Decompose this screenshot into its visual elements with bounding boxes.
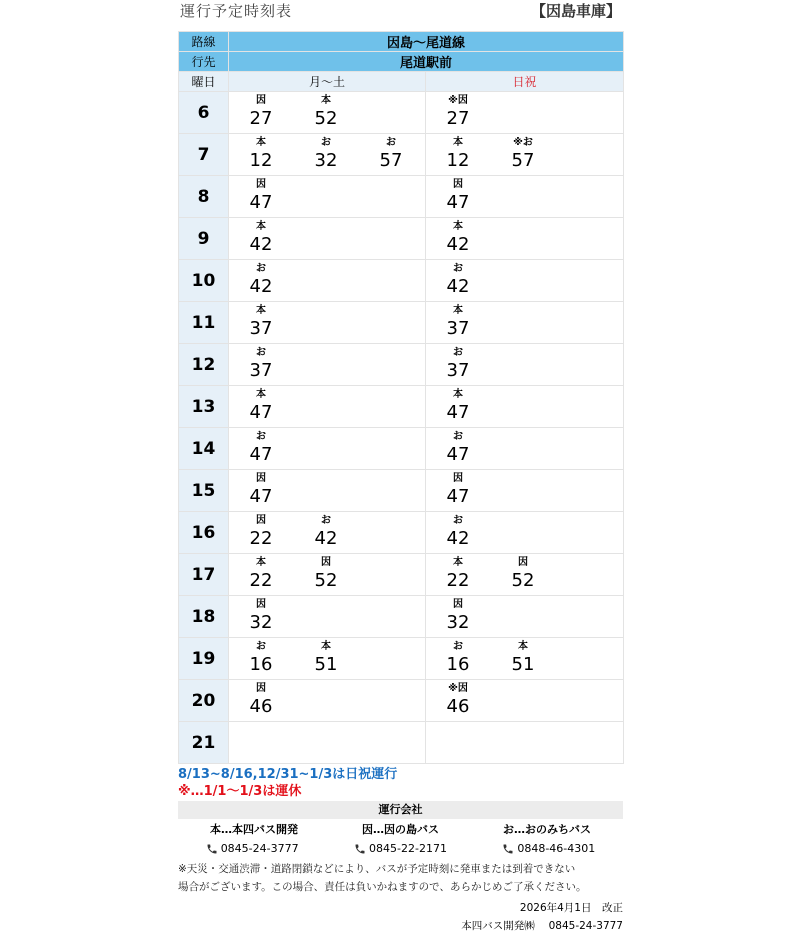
weekday-departures-cell (229, 680, 426, 722)
departure (241, 472, 281, 509)
destination-name: 尾道駅前 (229, 52, 624, 72)
operator-mark: 本 (518, 641, 528, 652)
holiday-departures-cell (426, 638, 624, 680)
operator-mark: 本 (256, 557, 266, 568)
operator-mark: お (321, 137, 331, 148)
departure-minute: 32 (314, 150, 338, 171)
departure-minute: 42 (249, 234, 273, 255)
departure (438, 682, 478, 719)
weekday-departures-cell (229, 722, 426, 764)
departure (241, 304, 281, 341)
departure-minute: 42 (314, 528, 338, 549)
weekday-departures-cell (229, 512, 426, 554)
departure-minute: 47 (446, 402, 470, 423)
hour-cell: 14 (179, 428, 229, 470)
departure (241, 598, 281, 635)
holiday-departures-cell (426, 680, 624, 722)
operator-mark: 本 (453, 137, 463, 148)
departure (503, 640, 543, 677)
hour-cell: 18 (179, 596, 229, 638)
operator-mark: お (256, 347, 266, 358)
departure-minute: 51 (511, 654, 535, 675)
hour-row (179, 470, 624, 512)
service-notes (178, 766, 623, 800)
hour-cell: 8 (179, 176, 229, 218)
departure-minute: 37 (446, 318, 470, 339)
departure (306, 136, 346, 173)
holiday-departures-cell (426, 428, 624, 470)
disclaimer-line: 場合がございます。この場合、責任は負いかねますので、あらかじめご了承ください。 (178, 881, 587, 893)
operator-mark: お (453, 263, 463, 274)
holiday-departures-cell (426, 554, 624, 596)
holiday-departures-cell (426, 344, 624, 386)
hour-cell: 16 (179, 512, 229, 554)
operator-phone[interactable] (502, 840, 595, 858)
departure-minute: 12 (249, 150, 273, 171)
weekday-departures-cell (229, 344, 426, 386)
departure (438, 514, 478, 551)
departure-minute: 57 (379, 150, 403, 171)
hour-row (179, 512, 624, 554)
departure-minute: 47 (249, 486, 273, 507)
operator-mark: お (453, 431, 463, 442)
depot-name: 【因島車庫】 (530, 2, 621, 20)
hour-row (179, 260, 624, 302)
departure-minute: 51 (314, 654, 338, 675)
weekday-departures-cell (229, 386, 426, 428)
holiday-departures-cell (426, 470, 624, 512)
hour-row (179, 596, 624, 638)
hour-row (179, 302, 624, 344)
weekday-departures-cell (229, 470, 426, 512)
departure-minute: 52 (314, 570, 338, 591)
holiday-departures-cell (426, 512, 624, 554)
operator-mark: 本 (256, 221, 266, 232)
departure-minute: 47 (446, 192, 470, 213)
operator-mark: 因 (518, 557, 528, 568)
departure (438, 178, 478, 215)
departure-minute: 47 (446, 486, 470, 507)
departure-minute: 37 (446, 360, 470, 381)
operator-mark: お (453, 347, 463, 358)
departure (438, 346, 478, 383)
departure (241, 136, 281, 173)
hour-row (179, 176, 624, 218)
operator-name: 本…本四バス開発 (210, 823, 298, 836)
holiday-departures-cell (426, 386, 624, 428)
operator-mark: お (256, 431, 266, 442)
departure (306, 94, 346, 131)
holiday-departures-cell (426, 260, 624, 302)
holiday-departures-cell (426, 722, 624, 764)
departure-minute: 42 (249, 276, 273, 297)
departure (438, 304, 478, 341)
departure (438, 262, 478, 299)
departure-minute: 46 (249, 696, 273, 717)
operator-mark: お (256, 263, 266, 274)
day-row (179, 72, 624, 92)
departure (438, 430, 478, 467)
operator-mark: 因 (256, 515, 266, 526)
holiday-departures-cell (426, 302, 624, 344)
operator-mark: 因 (453, 599, 463, 610)
holiday-departures-cell (426, 176, 624, 218)
departure-minute: 42 (446, 234, 470, 255)
operator-mark: お (321, 515, 331, 526)
operator-mark: 本 (453, 221, 463, 232)
departure (438, 640, 478, 677)
departure (241, 514, 281, 551)
operator-mark: ※因 (448, 683, 468, 694)
page-title: 運行予定時刻表 (180, 2, 293, 20)
operator-mark: 本 (321, 95, 331, 106)
departure (438, 598, 478, 635)
phone-icon (206, 843, 218, 855)
departure-minute: 12 (446, 150, 470, 171)
operator-mark: 本 (256, 305, 266, 316)
departure-minute: 37 (249, 360, 273, 381)
weekday-departures-cell (229, 134, 426, 176)
departure (241, 640, 281, 677)
day-label: 曜日 (179, 72, 229, 92)
sheet-header (178, 0, 623, 24)
hour-cell: 13 (179, 386, 229, 428)
weekday-departures-cell (229, 638, 426, 680)
departure (241, 682, 281, 719)
operator-mark: お (256, 641, 266, 652)
revision-date: 2026年4月1日 改正 (519, 902, 623, 914)
operator-phone[interactable] (354, 840, 447, 858)
operator-mark: 本 (256, 137, 266, 148)
weekday-departures-cell (229, 260, 426, 302)
operators-title: 運行会社 (178, 801, 623, 819)
hour-cell: 21 (179, 722, 229, 764)
departure-minute: 22 (249, 528, 273, 549)
phone-icon (502, 843, 514, 855)
departure-minute: 52 (511, 570, 535, 591)
departure (241, 388, 281, 425)
operator-mark: 本 (321, 641, 331, 652)
weekday-departures-cell (229, 554, 426, 596)
departure (306, 514, 346, 551)
operator-phone[interactable] (206, 840, 299, 858)
disclaimer (178, 860, 623, 896)
departure-minute: 46 (446, 696, 470, 717)
operator-mark: お (453, 515, 463, 526)
operator-mark: 因 (321, 557, 331, 568)
holiday-departures-cell (426, 218, 624, 260)
holiday-departures-cell (426, 134, 624, 176)
hour-cell: 6 (179, 92, 229, 134)
operator-mark: 本 (453, 305, 463, 316)
departure (438, 136, 478, 173)
operator-mark: 因 (453, 473, 463, 484)
weekday-departures-cell (229, 302, 426, 344)
hour-row (179, 386, 624, 428)
operator-mark: 因 (256, 95, 266, 106)
departure (306, 556, 346, 593)
departure-minute: 42 (446, 276, 470, 297)
hour-row (179, 638, 624, 680)
timetable-sheet (178, 0, 623, 934)
route-label: 路線 (179, 32, 229, 52)
operator-mark: 因 (256, 599, 266, 610)
weekday-departures-cell (229, 176, 426, 218)
departure-minute: 52 (314, 108, 338, 129)
hour-cell: 19 (179, 638, 229, 680)
destination-label: 行先 (179, 52, 229, 72)
operator-mark: 本 (453, 389, 463, 400)
hour-cell: 20 (179, 680, 229, 722)
hour-cell: 11 (179, 302, 229, 344)
departure (438, 94, 478, 131)
operator-mark: 因 (453, 179, 463, 190)
weekday-header: 月〜土 (229, 72, 426, 92)
departure (241, 94, 281, 131)
holiday-departures-cell (426, 596, 624, 638)
hour-row (179, 344, 624, 386)
weekday-departures-cell (229, 428, 426, 470)
operator-mark: 本 (453, 557, 463, 568)
operator-mark: お (453, 641, 463, 652)
departure (241, 262, 281, 299)
hour-row (179, 554, 624, 596)
departure (371, 136, 411, 173)
departure (438, 556, 478, 593)
departure-minute: 27 (446, 108, 470, 129)
operator-mark: 因 (256, 683, 266, 694)
departure-minute: 37 (249, 318, 273, 339)
hour-cell: 12 (179, 344, 229, 386)
operator-names (178, 822, 623, 838)
hour-cell: 15 (179, 470, 229, 512)
departure (438, 472, 478, 509)
hour-row (179, 680, 624, 722)
hour-cell: 10 (179, 260, 229, 302)
phone-icon (354, 843, 366, 855)
departure-minute: 47 (249, 402, 273, 423)
operator-mark: 本 (256, 389, 266, 400)
departure-minute: 42 (446, 528, 470, 549)
hour-cell: 17 (179, 554, 229, 596)
hour-row (179, 92, 624, 134)
operator-mark: ※お (513, 137, 533, 148)
timetable-table (178, 31, 624, 764)
weekday-departures-cell (229, 596, 426, 638)
departure-minute: 57 (511, 150, 535, 171)
destination-row (179, 52, 624, 72)
holiday-header: 日祝 (426, 72, 624, 92)
departure (241, 220, 281, 257)
operator-phone-number: 0845-24-3777 (220, 842, 299, 855)
hour-row (179, 218, 624, 260)
weekday-departures-cell (229, 218, 426, 260)
departure (241, 346, 281, 383)
departure-minute: 27 (249, 108, 273, 129)
operator-mark: 因 (256, 179, 266, 190)
departure (438, 220, 478, 257)
departure (503, 556, 543, 593)
departure-minute: 16 (446, 654, 470, 675)
suspension-note: ※…1/1〜1/3は運休 (178, 784, 302, 799)
holiday-departures-cell (426, 92, 624, 134)
hour-row (179, 134, 624, 176)
departure-minute: 47 (446, 444, 470, 465)
weekday-departures-cell (229, 92, 426, 134)
departure-minute: 22 (249, 570, 273, 591)
departure-minute: 32 (249, 612, 273, 633)
departure-minute: 32 (446, 612, 470, 633)
operator-phone-number: 0848-46-4301 (517, 842, 596, 855)
departure (241, 178, 281, 215)
departure (306, 640, 346, 677)
departure-minute: 22 (446, 570, 470, 591)
operator-mark: ※因 (448, 95, 468, 106)
route-row (179, 32, 624, 52)
route-name: 因島〜尾道線 (229, 32, 624, 52)
hour-cell: 7 (179, 134, 229, 176)
disclaimer-line: ※天災・交通渋滞・道路閉鎖などにより、バスが予定時刻に発車または到着できない (178, 863, 576, 875)
operator-name: お…おのみちバス (503, 823, 591, 836)
hour-row (179, 428, 624, 470)
departure (241, 430, 281, 467)
operator-mark: 因 (256, 473, 266, 484)
departure-minute: 47 (249, 192, 273, 213)
operator-name: 因…因の島バス (362, 823, 439, 836)
departure-minute: 47 (249, 444, 273, 465)
departure-minute: 16 (249, 654, 273, 675)
operator-mark: お (386, 137, 396, 148)
operator-phone-number: 0845-22-2171 (369, 842, 447, 855)
holiday-operation-note: 8/13~8/16,12/31~1/3は日祝運行 (178, 767, 398, 782)
hour-cell: 9 (179, 218, 229, 260)
departure (241, 556, 281, 593)
departure (503, 136, 543, 173)
hour-row (179, 722, 624, 764)
departure (438, 388, 478, 425)
operator-phones (178, 840, 623, 858)
publisher-contact: 本四バス開発㈱ 0845-24-3777 (461, 920, 623, 932)
